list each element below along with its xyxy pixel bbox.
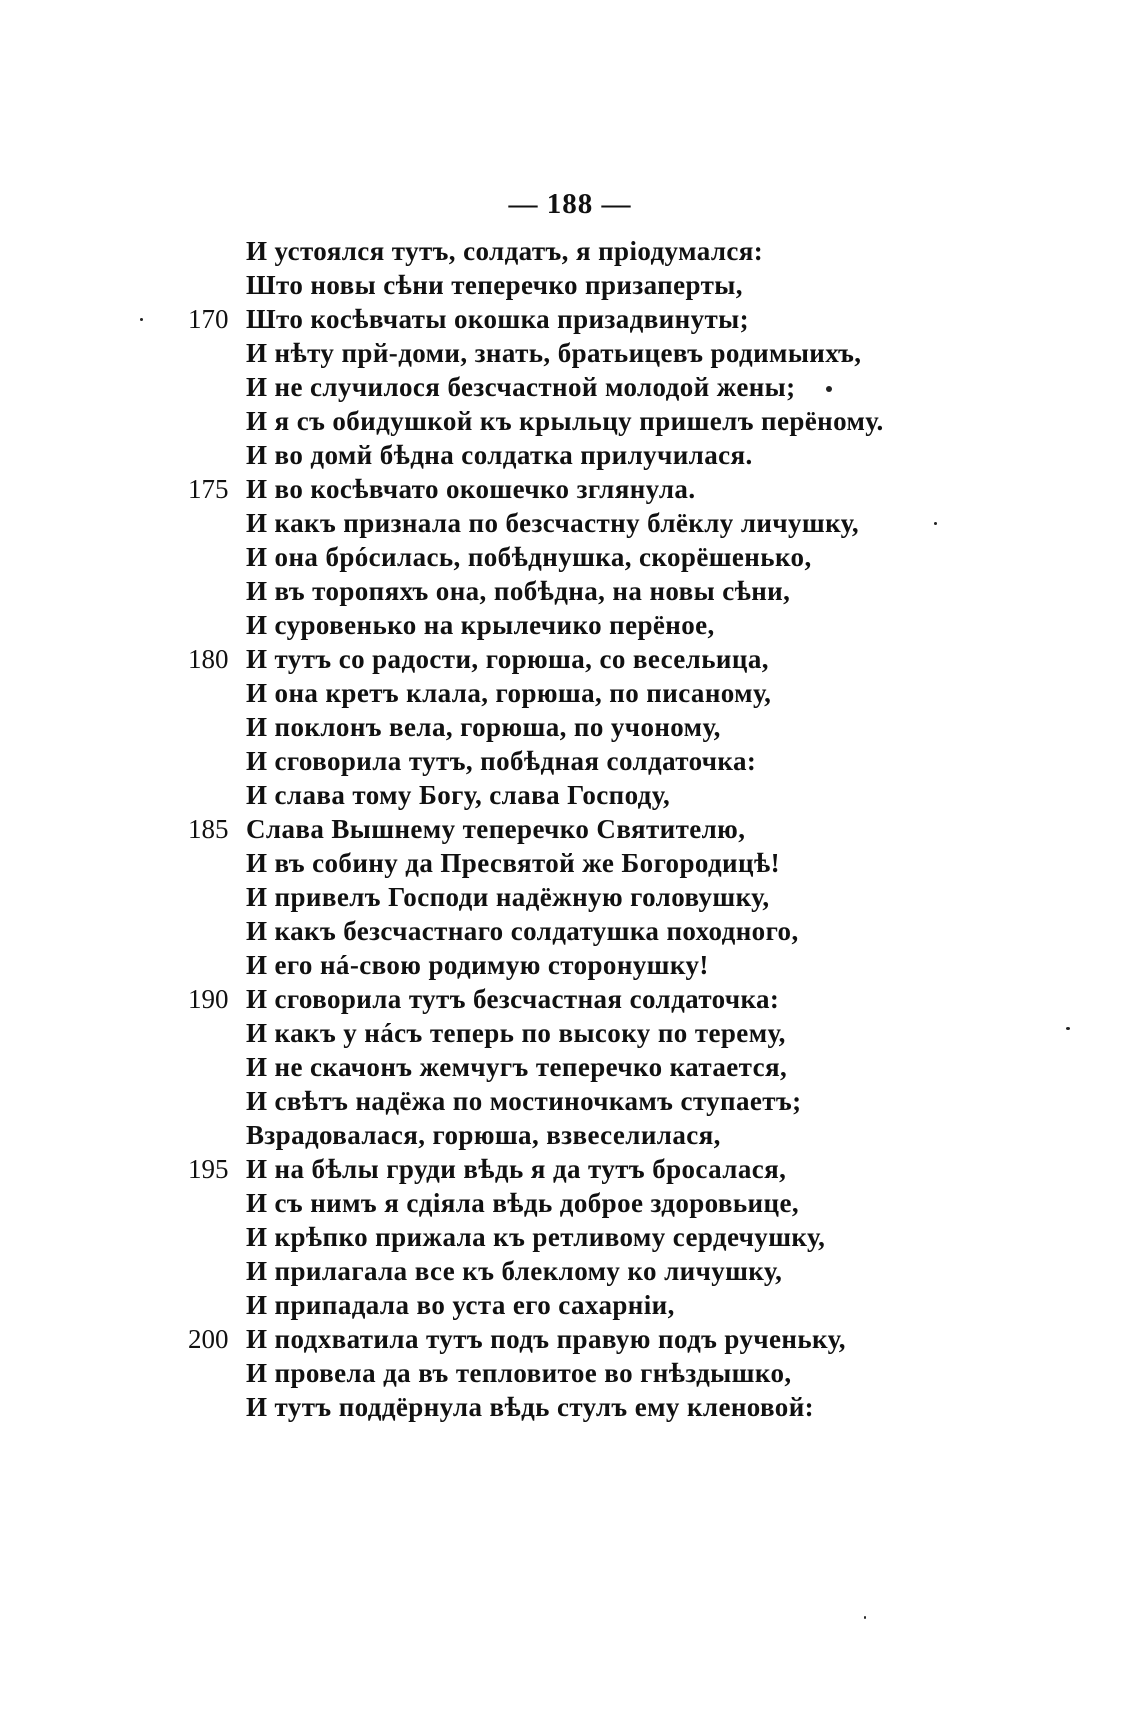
line-text: И во косѣвчато окошечко зглянула. (246, 474, 696, 504)
line-text: И въ торопяхъ она, побѣдна, на новы сѣни, (246, 576, 791, 606)
line-text: И суровенько на крылечико перёное, (246, 610, 715, 640)
poem-line (0, 1084, 1140, 1118)
poem-line (0, 370, 1140, 404)
line-text: И она кретъ клала, горюша, по писаному, (246, 678, 772, 708)
line-text: И тутъ поддёрнула вѣдь стулъ ему кленовой: (246, 1392, 815, 1422)
line-text: И на бѣлы груди вѣдь я да тутъ бросалася, (246, 1154, 787, 1184)
poem-line (0, 540, 1140, 574)
line-text: И припадала во уста его сахарнiи, (246, 1290, 675, 1320)
poem-line (0, 506, 1140, 540)
line-text: И какъ безсчастнаго солдатушка походного, (246, 916, 799, 946)
line-text: И привелъ Господи надёжную головушку, (246, 882, 770, 912)
poem-line (0, 268, 1140, 302)
poem-line (0, 1050, 1140, 1084)
poem-line (0, 1152, 1140, 1186)
poem-line (0, 302, 1140, 336)
line-number: 200 (188, 1324, 229, 1354)
poem-line (0, 676, 1140, 710)
page-number: — 188 — (508, 188, 632, 220)
line-text: Што новы сѣни теперечко призаперты, (246, 270, 743, 300)
line-number: 190 (188, 984, 229, 1014)
line-number: 195 (188, 1154, 229, 1184)
line-number: 175 (188, 474, 229, 504)
poem-line (0, 744, 1140, 778)
poem-line (0, 846, 1140, 880)
poem-text (0, 234, 1140, 1424)
poem-line (0, 234, 1140, 268)
line-text: И сговорила тутъ, побѣдная солдаточка: (246, 746, 757, 776)
line-text: И сговорила тутъ безсчастная солдаточка: (246, 984, 780, 1014)
line-text: И устоялся тутъ, солдатъ, я прiодумался: (246, 236, 764, 266)
poem-line (0, 472, 1140, 506)
scan-speck (140, 318, 143, 321)
scan-speck (934, 522, 937, 525)
line-text: И во домй бѣдна солдатка прилучилася. (246, 440, 753, 470)
poem-line (0, 948, 1140, 982)
line-number: 180 (188, 644, 229, 674)
line-number: 185 (188, 814, 229, 844)
poem-line (0, 642, 1140, 676)
poem-line (0, 914, 1140, 948)
poem-line (0, 336, 1140, 370)
line-text: Што косѣвчаты окошка призадвинуты; (246, 304, 750, 334)
poem-line (0, 574, 1140, 608)
poem-line (0, 1288, 1140, 1322)
poem-line (0, 608, 1140, 642)
poem-line (0, 404, 1140, 438)
poem-line (0, 1356, 1140, 1390)
line-text: И его нá-свою родимую сторонушку! (246, 950, 709, 980)
poem-line (0, 880, 1140, 914)
poem-line (0, 982, 1140, 1016)
line-text: И свѣтъ надёжа по мостиночкамъ ступаетъ; (246, 1086, 802, 1116)
line-text: Взрадовалася, горюша, взвеселилася, (246, 1120, 721, 1150)
line-number: 170 (188, 304, 229, 334)
poem-line (0, 778, 1140, 812)
poem-line (0, 1254, 1140, 1288)
poem-line (0, 1220, 1140, 1254)
poem-line (0, 438, 1140, 472)
line-text: И въ собину да Пресвятой же Богородицѣ! (246, 848, 780, 878)
line-text: Слава Вышнему теперечко Святителю, (246, 814, 746, 844)
line-text: И поклонъ вела, горюша, по учоному, (246, 712, 721, 742)
line-text: И какъ у нáсъ теперь по высоку по терему, (246, 1018, 786, 1048)
poem-line (0, 1322, 1140, 1356)
line-text: И нѣту прй-доми, знать, братьицевъ родимыихъ, (246, 338, 862, 368)
line-text: И слава тому Богу, слава Господу, (246, 780, 671, 810)
line-text: И не случилося безсчастной молодой жены; (246, 372, 796, 402)
poem-line (0, 812, 1140, 846)
line-text: И подхватила тутъ подъ правую подъ рученьку, (246, 1324, 846, 1354)
poem-line (0, 1186, 1140, 1220)
line-text: И съ нимъ я сдiяла вѣдь доброе здоровьице, (246, 1188, 799, 1218)
scan-speck (1066, 1027, 1070, 1030)
line-text: И провела да въ тепловитое во гнѣздышко, (246, 1358, 792, 1388)
line-text: И я съ обидушкой къ крыльцу пришелъ перёному. (246, 406, 884, 436)
scan-speck (864, 1616, 866, 1619)
line-text: И крѣпко прижала къ ретливому сердечушку, (246, 1222, 826, 1252)
line-text: И она брóсилась, побѣднушка, скорёшенько, (246, 542, 812, 572)
poem-line (0, 1390, 1140, 1424)
line-text: И тутъ со радости, горюша, со весельица, (246, 644, 769, 674)
poem-line (0, 1118, 1140, 1152)
line-text: И какъ признала по безсчастну блёклу личушку, (246, 508, 859, 538)
line-text: И не скачонъ жемчугъ теперечко катается, (246, 1052, 788, 1082)
poem-line (0, 710, 1140, 744)
line-text: И прилагала все къ блеклому ко личушку, (246, 1256, 783, 1286)
poem-line (0, 1016, 1140, 1050)
scan-speck (826, 386, 832, 392)
